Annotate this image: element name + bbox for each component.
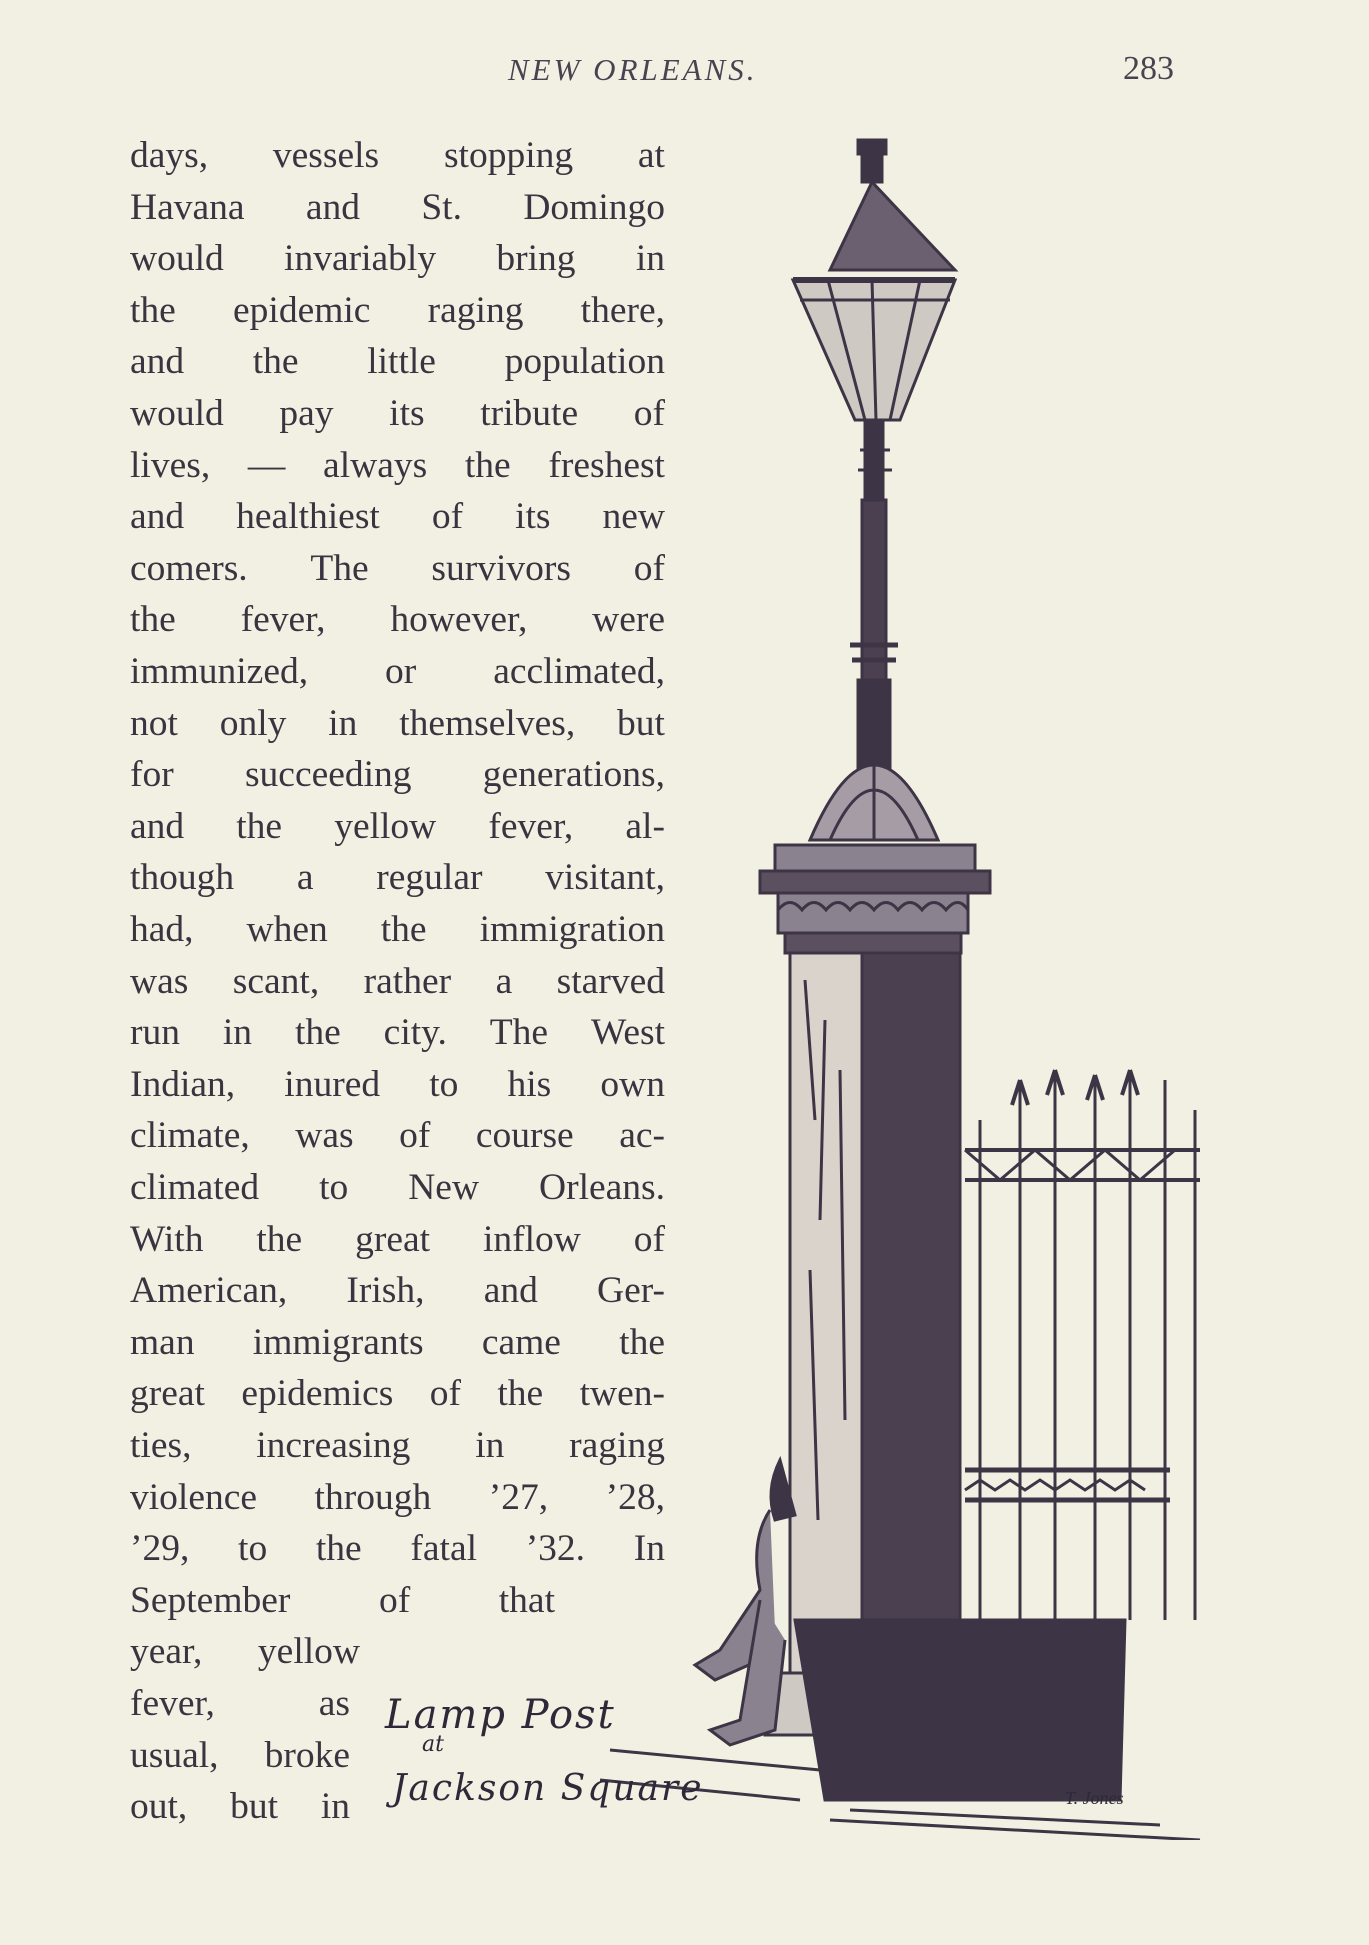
body-line: though a regular visitant, xyxy=(130,857,665,899)
body-line: out, but in xyxy=(130,1786,350,1828)
body-line: violence through ’27, ’28, xyxy=(130,1476,665,1518)
body-line: September of that xyxy=(130,1579,555,1621)
body-line: man immigrants came the xyxy=(130,1321,665,1363)
body-line: fever, as xyxy=(130,1683,350,1724)
body-line: climated to New Orleans. xyxy=(130,1167,665,1208)
body-line: ties, increasing in raging xyxy=(130,1425,665,1466)
body-line: year, yellow xyxy=(130,1631,360,1673)
body-line: for succeeding generations, xyxy=(130,754,665,796)
body-line: climate, was of course ac- xyxy=(130,1115,665,1157)
body-line: the fever, however, were xyxy=(130,599,665,641)
body-line: With the great inflow of xyxy=(130,1218,665,1260)
page-number: 283 xyxy=(1123,50,1174,87)
caption-line-1: Lamp Post xyxy=(385,1692,616,1738)
body-line: had, when the immigration xyxy=(130,909,665,950)
lamp-post-illustration xyxy=(600,120,1220,1840)
body-line: not only in themselves, but xyxy=(130,702,665,744)
body-line: days, vessels stopping at xyxy=(130,135,665,176)
body-line: and the little population xyxy=(130,341,665,383)
body-line: run in the city. The West xyxy=(130,1012,665,1054)
body-line: the epidemic raging there, xyxy=(130,289,665,331)
artist-signature: T. Jones xyxy=(1065,1788,1124,1808)
body-line: comers. The survivors of xyxy=(130,547,665,589)
caption-line-3: Jackson Square xyxy=(392,1768,704,1809)
body-line: ’29, to the fatal ’32. In xyxy=(130,1528,665,1570)
running-title: NEW ORLEANS. xyxy=(508,52,758,87)
body-line: usual, broke xyxy=(130,1734,350,1776)
body-line: and the yellow fever, al- xyxy=(130,805,665,847)
body-line: lives, — always the freshest xyxy=(130,444,665,486)
body-line: Indian, inured to his own xyxy=(130,1063,665,1105)
body-line: and healthiest of its new xyxy=(130,496,665,538)
body-line: immunized, or acclimated, xyxy=(130,651,665,692)
body-line: American, Irish, and Ger- xyxy=(130,1270,665,1312)
body-line: would invariably bring in xyxy=(130,238,665,280)
body-line: great epidemics of the twen- xyxy=(130,1373,665,1415)
body-line: would pay its tribute of xyxy=(130,393,665,434)
body-line: was scant, rather a starved xyxy=(130,960,665,1002)
body-line: Havana and St. Domingo xyxy=(130,186,665,228)
caption-line-2: at xyxy=(422,1732,444,1757)
